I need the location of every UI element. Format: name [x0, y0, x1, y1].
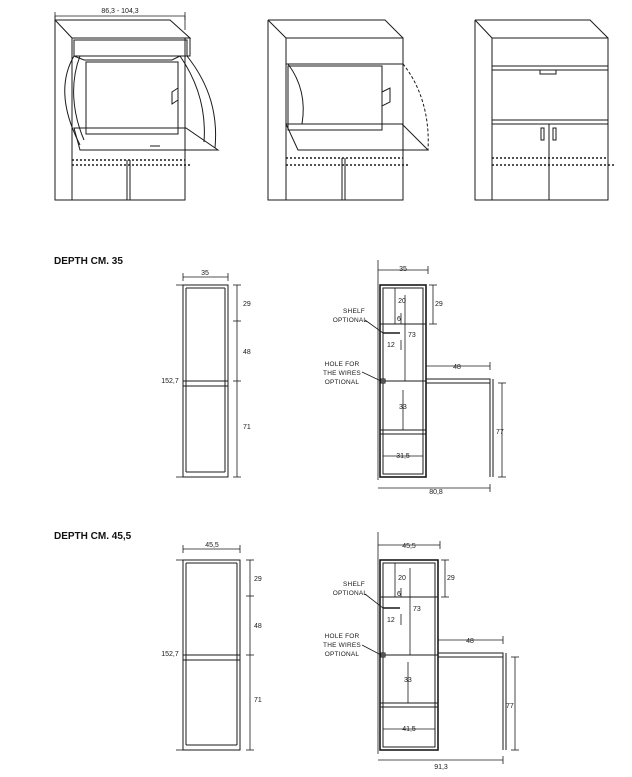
side35-shelf-l2: OPTIONAL [332, 317, 368, 324]
side45-hole-l3: OPTIONAL [324, 651, 360, 658]
side35-d29: 29 [435, 301, 443, 308]
front35-top: 29 [243, 301, 251, 308]
cabinet-open-flap-curved [55, 8, 218, 200]
side45-d73: 73 [413, 606, 421, 613]
side45-d29: 29 [447, 575, 455, 582]
side-view-45 [323, 532, 519, 771]
side45-d6: 6 [397, 591, 401, 598]
side45-d33: 33 [404, 677, 412, 684]
side35-hole-l3: OPTIONAL [324, 379, 360, 386]
front35-bottom: 71 [243, 424, 251, 431]
front45-total-height: 152,7 [161, 651, 179, 658]
side45-d77: 77 [506, 703, 514, 710]
side45-d41: 41,5 [402, 726, 416, 733]
cabinet-closed [475, 20, 614, 200]
front45-mid: 48 [254, 623, 262, 630]
side35-d77: 77 [496, 429, 504, 436]
side45-d12: 12 [387, 617, 395, 624]
front35-width: 35 [201, 270, 209, 277]
side35-d6: 6 [397, 316, 401, 323]
side45-total-depth: 91,3 [434, 764, 448, 771]
side35-d73: 73 [408, 332, 416, 339]
front-view-35 [161, 270, 251, 477]
side35-d48: 48 [453, 364, 461, 371]
side45-hole-l2: THE WIRES [323, 642, 361, 649]
depth-35-heading: DEPTH CM. 35 [54, 256, 123, 267]
side35-width: 35 [399, 266, 407, 273]
side35-d12: 12 [387, 342, 395, 349]
side35-d33: 33 [399, 404, 407, 411]
top-width-label: 86,3 - 104,3 [101, 8, 139, 15]
side45-shelf-l2: OPTIONAL [332, 590, 368, 597]
side45-d48: 48 [466, 638, 474, 645]
depth-45-heading: DEPTH CM. 45,5 [54, 531, 132, 542]
front-view-45 [161, 542, 262, 750]
front35-total-height: 152,7 [161, 378, 179, 385]
side35-hole-l2: THE WIRES [323, 370, 361, 377]
side-view-35 [323, 260, 506, 496]
front45-width: 45,5 [205, 542, 219, 549]
side45-shelf-l1: SHELF [343, 581, 365, 588]
side35-hole-l1: HOLE FOR [324, 361, 360, 368]
cabinet-open-flap-dashed [268, 20, 428, 200]
front45-bottom: 71 [254, 697, 262, 704]
front35-mid: 48 [243, 349, 251, 356]
side35-d20: 20 [398, 298, 406, 305]
side35-total-depth: 80,8 [429, 489, 443, 496]
side35-shelf-l1: SHELF [343, 308, 365, 315]
front45-top: 29 [254, 576, 262, 583]
side45-width: 45,5 [402, 543, 416, 550]
side45-hole-l1: HOLE FOR [324, 633, 360, 640]
side35-d31: 31,5 [396, 453, 410, 460]
side45-d20: 20 [398, 575, 406, 582]
